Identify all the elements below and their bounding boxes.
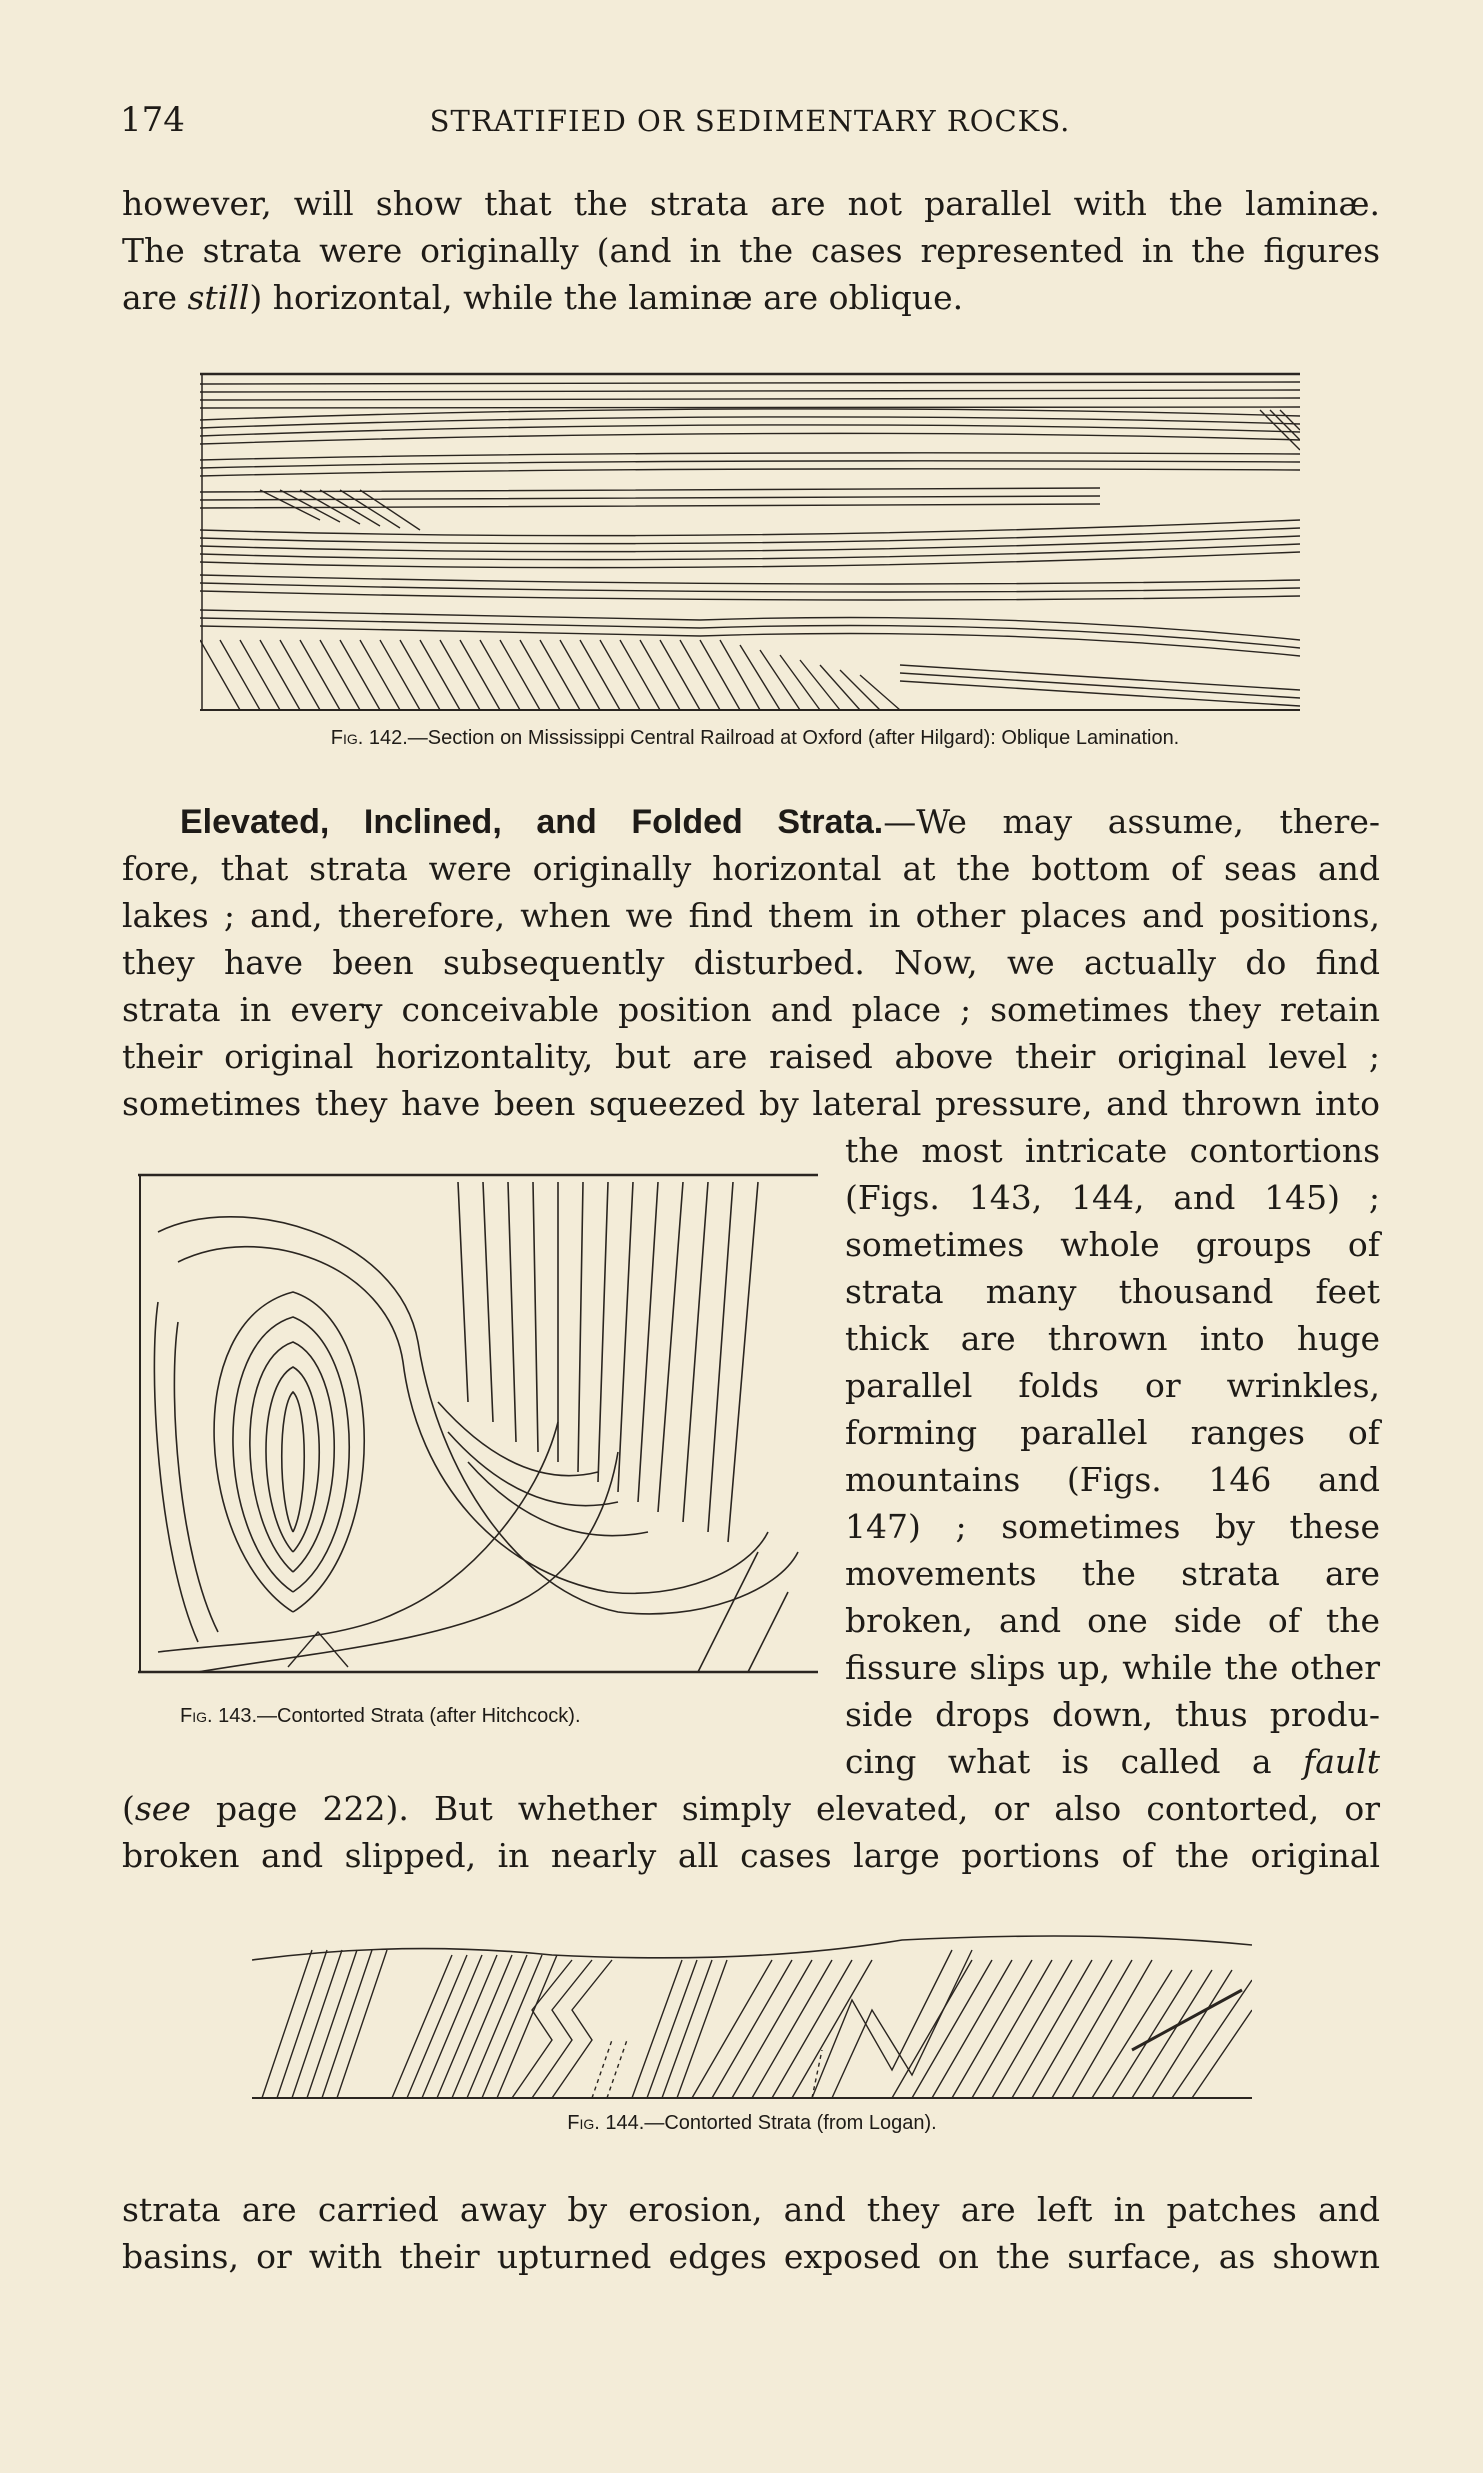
figure-label: Fig. 144. [567, 2112, 645, 2134]
figure-142-caption [165, 727, 1345, 750]
body-line: strata in every conceivable position and place ; sometimes they retain [122, 990, 1380, 1029]
text-span: are [122, 278, 188, 317]
figure-label: Fig. 142. [330, 727, 408, 749]
page-header [120, 100, 1380, 150]
column-line: strata many thousand feet [845, 1272, 1380, 1311]
column-line: broken, and one side of the [845, 1601, 1380, 1640]
emphasis: still [187, 278, 250, 317]
figure-144-illustration [252, 1930, 1252, 2102]
figure-143-illustration [138, 1172, 818, 1677]
figure-caption-text: —Section on Mississippi Central Railroad at Oxford (after Hilgard): Oblique Lamination. [407, 727, 1180, 749]
figure-label: Fig. 143. [180, 1705, 258, 1727]
body-line: The strata were originally (and in the cases represented in the figures [122, 231, 1380, 270]
column-line: thick are thrown into huge [845, 1319, 1380, 1358]
body-line [122, 1785, 1380, 1832]
page-number: 174 [120, 100, 185, 140]
body-line: strata are carried away by erosion, and they are left in patches and [122, 2190, 1380, 2229]
column-line: side drops down, thus produ- [845, 1695, 1380, 1734]
column-line: sometimes whole groups of [845, 1225, 1380, 1264]
body-line [122, 274, 963, 321]
section-heading: Elevated, Inclined, and Folded Strata. [180, 803, 884, 841]
column-line: forming parallel ranges of [845, 1413, 1380, 1452]
column-line: mountains (Figs. 146 and [845, 1460, 1380, 1499]
body-line: however, will show that the strata are not parallel with the laminæ. [122, 184, 1380, 223]
body-line: broken and slipped, in nearly all cases large portions of the original [122, 1836, 1380, 1875]
text-span: page 222). But whether simply elevated, or also contorted, or [190, 1789, 1380, 1828]
figure-caption-text: —Contorted Strata (from Logan). [644, 2112, 937, 2134]
figure-143-caption [180, 1705, 750, 1728]
body-line: they have been subsequently disturbed. Now, we actually do find [122, 943, 1380, 982]
text-span: —We may assume, there- [883, 802, 1380, 841]
text-span: ( [122, 1789, 135, 1828]
figure-142-illustration [200, 370, 1300, 715]
running-title: STRATIFIED OR SEDIMENTARY ROCKS. [429, 104, 1071, 138]
emphasis: fault [1303, 1742, 1380, 1781]
text-span: ) horizontal, while the laminæ are oblique. [249, 278, 964, 317]
emphasis: see [134, 1789, 191, 1828]
figure-caption-text: —Contorted Strata (after Hitchcock). [257, 1705, 581, 1727]
column-line: 147) ; sometimes by these [845, 1507, 1380, 1546]
body-line: sometimes they have been squeezed by lateral pressure, and thrown into [122, 1084, 1380, 1123]
column-line: movements the strata are [845, 1554, 1380, 1593]
body-line: their original horizontality, but are raised above their original level ; [122, 1037, 1380, 1076]
figure-144-caption [252, 2112, 1252, 2135]
body-line: basins, or with their upturned edges exposed on the surface, as shown [122, 2237, 1380, 2276]
section-first-line [180, 798, 1380, 846]
column-line: parallel folds or wrinkles, [845, 1366, 1380, 1405]
body-line: fore, that strata were originally horizontal at the bottom of seas and [122, 849, 1380, 888]
column-line: the most intricate contortions [845, 1131, 1380, 1170]
text-span: cing what is called a [845, 1742, 1304, 1781]
body-line: lakes ; and, therefore, when we find them in other places and positions, [122, 896, 1380, 935]
column-line: (Figs. 143, 144, and 145) ; [845, 1178, 1380, 1217]
column-line: fissure slips up, while the other [845, 1648, 1380, 1687]
column-line [845, 1738, 1380, 1785]
